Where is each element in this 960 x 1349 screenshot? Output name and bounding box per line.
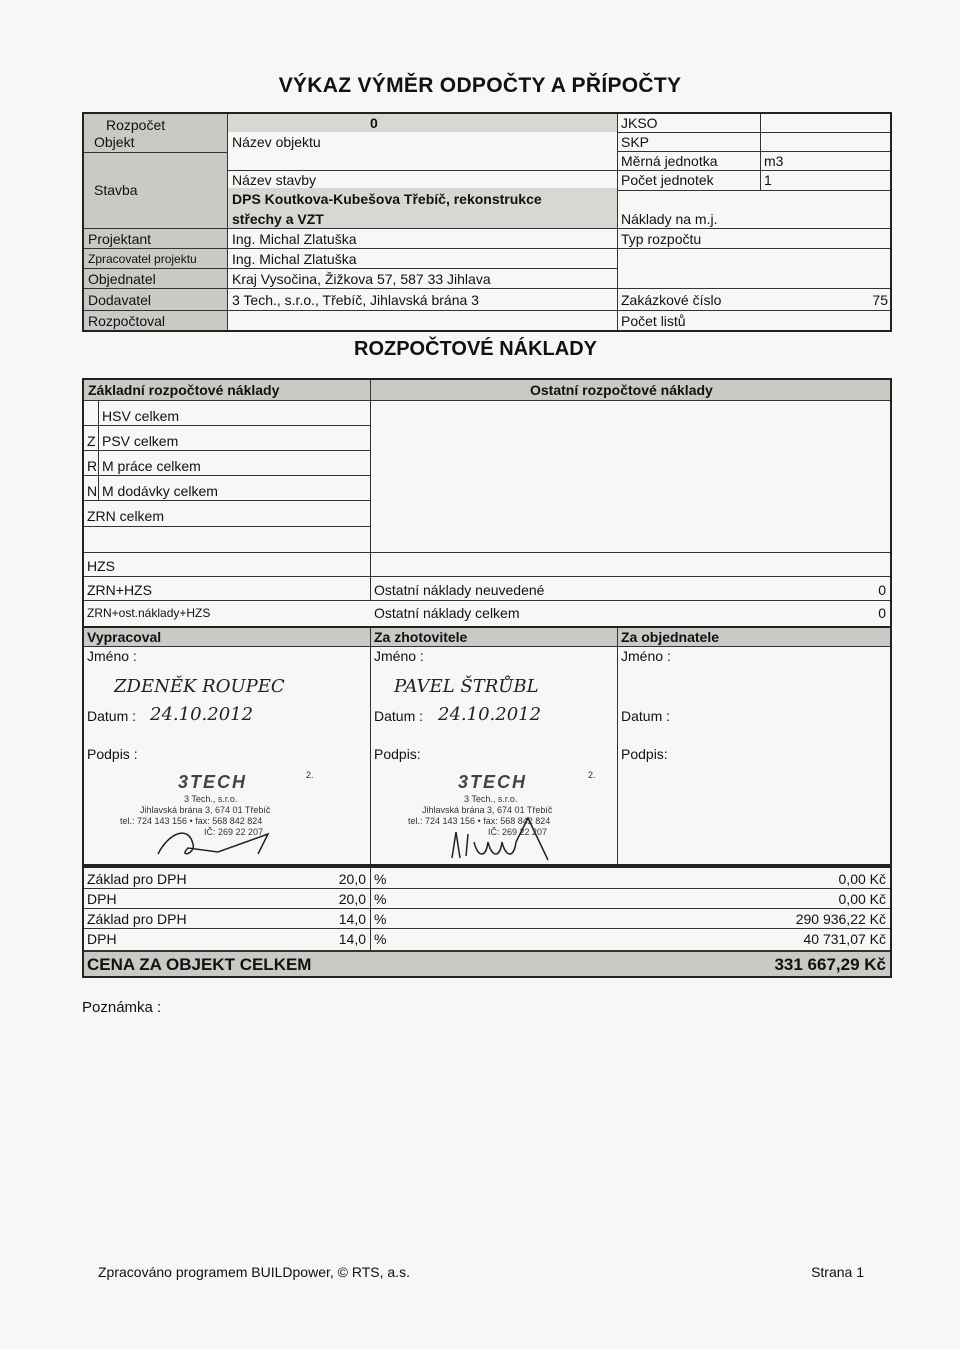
ostatni-celkem-value: 0 [878,605,886,621]
podpis-label-2: Podpis: [374,746,421,762]
zakazkove-cislo-value: 75 [872,292,888,308]
stamp-line2: Jihlavská brána 3, 674 01 Třebíč [422,805,553,815]
stamp-line2: Jihlavská brána 3, 674 01 Třebíč [140,805,271,815]
signature-scribble-2 [448,812,568,862]
handwritten-date-1: 24.10.2012 [150,704,254,725]
totals-row-value: 290 936,22 Kč [795,911,886,927]
row-zrn-hzs: ZRN+HZS [87,582,152,598]
totals-row-label: Základ pro DPH [87,911,187,927]
row-zrn: ZRN celkem [87,508,165,524]
label-pocet-jednotek: Počet jednotek [621,172,714,188]
zakladni-header: Základní rozpočtové náklady [88,382,280,398]
stavba-name-line1: DPS Koutkova-Kubešova Třebíč, rekonstrukce [232,191,542,207]
label-dodavatel: Dodavatel [88,292,152,308]
row-hsv: HSV celkem [102,408,180,424]
row-hzs: HZS [87,558,115,574]
datum-label-1: Datum : [87,708,137,724]
signature-scribble-1 [148,824,278,860]
za-zhotovitele-header: Za zhotovitele [374,629,468,645]
stamp-line3: tel.: 724 143 156 • fax: 568 842 824 [120,816,263,826]
totals-row-rate: 20,0 [338,871,366,887]
pocet-jednotek-value: 1 [764,172,772,188]
page-title: VÝKAZ VÝMĚR ODPOČTY A PŘÍPOČTY [278,74,682,97]
ostatni-neuvedene: Ostatní náklady neuvedené [374,582,545,598]
objednatel-value: Kraj Vysočina, Žižkova 57, 587 33 Jihlava [232,271,491,287]
row-m-prace: M práce celkem [102,458,201,474]
side-letter-z: Z [87,433,96,449]
header-table [82,112,892,332]
totals-row-label: Základ pro DPH [87,871,187,887]
nazev-objektu-label: Název objektu [232,134,321,150]
jmeno-label-3: Jméno : [621,648,671,664]
totals-row-value: 0,00 Kč [838,891,886,907]
footer-left: Zpracováno programem BUILDpower, © RTS, a.s. [98,1264,410,1280]
totals-row-value: 40 731,07 Kč [803,931,886,947]
label-skp: SKP [621,134,650,150]
handwritten-date-2: 24.10.2012 [438,704,542,725]
label-objednatel: Objednatel [88,271,156,287]
footer-right: Strana 1 [811,1264,864,1280]
row-zrn-ost: ZRN+ost.náklady+HZS [87,606,211,620]
label-objekt: Objekt [94,134,135,150]
ostatni-header: Ostatní rozpočtové náklady [530,382,713,398]
label-naklady-mj: Náklady na m.j. [621,211,718,227]
stamp-line4: IČ: 269 22 207 [204,827,264,837]
jmeno-label-2: Jméno : [374,648,424,664]
totals-row-label: DPH [87,931,117,947]
totals-table [82,866,892,978]
label-zpracovatel: Zpracovatel projektu [88,252,197,266]
totals-row-pct: % [374,871,387,887]
totals-row-rate: 14,0 [338,931,366,947]
stamp-number: 2. [588,770,596,780]
stamp-line4: IČ: 269 22 207 [488,827,548,837]
stamp-number: 2. [306,770,314,780]
podpis-label-3: Podpis: [621,746,668,762]
signatures-table [82,626,892,866]
totals-row-pct: % [374,931,387,947]
poznamka-label: Poznámka : [82,999,162,1016]
company-stamp-1 [118,768,328,860]
podpis-label-1: Podpis : [87,746,138,762]
stamp-logo: 3TECH [178,772,248,792]
label-pocet-listu: Počet listů [621,313,686,329]
totals-row-rate: 20,0 [338,891,366,907]
totals-row-value: 0,00 Kč [838,871,886,887]
dodavatel-value: 3 Tech., s.r.o., Třebíč, Jihlavská brána 3 [232,292,479,308]
nazev-stavby-label: Název stavby [232,172,317,188]
label-jkso: JKSO [621,115,658,131]
label-projektant: Projektant [88,231,152,247]
stavba-name-line2: střechy a VZT [232,211,324,227]
za-objednatele-header: Za objednatele [621,629,720,645]
stamp-line1: 3 Tech., s.r.o. [464,794,518,804]
handwritten-name-2: PAVEL ŠTRŮBL [394,676,539,697]
label-typ-rozpoctu: Typ rozpočtu [621,231,702,247]
vypracoval-header: Vypracoval [87,629,162,645]
stamp-line3: tel.: 724 143 156 • fax: 568 842 824 [408,816,551,826]
label-rozpocetoval: Rozpočtoval [88,313,166,329]
merna-jednotka-value: m3 [764,153,784,169]
company-stamp-2 [408,768,618,864]
label-rozpocet: Rozpočet [106,117,166,133]
datum-label-2: Datum : [374,708,424,724]
totals-row-rate: 14,0 [338,911,366,927]
zpracovatel-value: Ing. Michal Zlatuška [232,251,357,267]
totals-row-pct: % [374,891,387,907]
cena-label: CENA ZA OBJEKT CELKEM [87,955,312,974]
stamp-line1: 3 Tech., s.r.o. [184,794,238,804]
jmeno-label-1: Jméno : [87,648,137,664]
datum-label-3: Datum : [621,708,671,724]
handwritten-name-1: ZDENĚK ROUPEC [114,676,285,697]
projektant-value: Ing. Michal Zlatuška [232,231,357,247]
label-merna-jednotka: Měrná jednotka [621,153,718,169]
cena-value: 331 667,29 Kč [774,955,886,974]
totals-row-label: DPH [87,891,117,907]
stamp-logo: 3TECH [458,772,528,792]
costs-table [82,378,892,640]
object-number: 0 [370,115,378,131]
side-letter-n: N [87,483,98,499]
side-letter-r: R [87,458,98,474]
section-title: ROZPOČTOVÉ NÁKLADY [354,338,597,360]
label-stavba: Stavba [94,182,138,198]
label-zakazkove-cislo: Zakázkové číslo [621,292,722,308]
row-psv: PSV celkem [102,433,179,449]
ostatni-neuvedene-value: 0 [878,582,886,598]
totals-row-pct: % [374,911,387,927]
ostatni-celkem: Ostatní náklady celkem [374,605,520,621]
row-m-dodavky: M dodávky celkem [102,483,218,499]
